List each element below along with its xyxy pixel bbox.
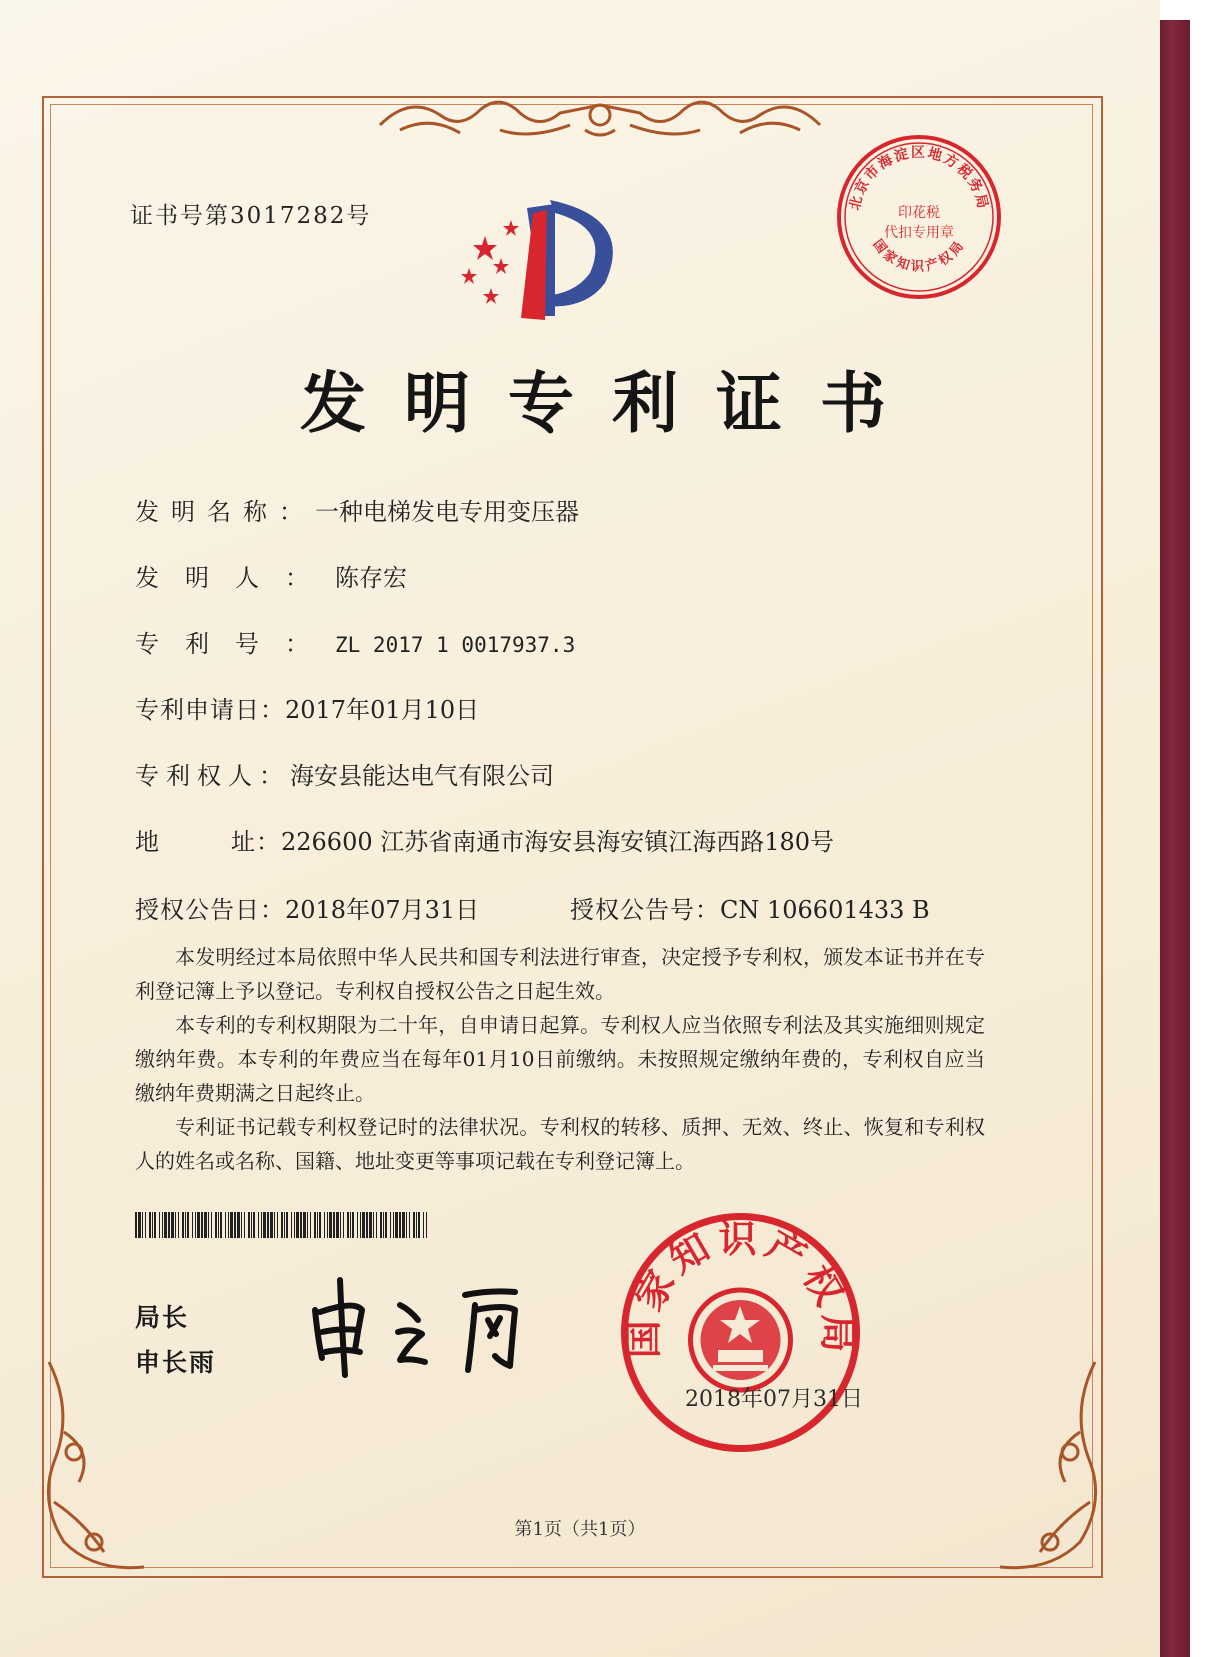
barcode-bar: [195, 1212, 196, 1238]
barcode-bar: [357, 1212, 358, 1238]
barcode-bar: [215, 1212, 217, 1238]
body-paragraph-3: 专利证书记载专利权登记时的法律状况。专利权的转移、质押、无效、终止、恢复和专利权人的姓名或名称、国籍、地址变更等事项记载在专利登记簿上。: [135, 1115, 985, 1173]
barcode-bar: [314, 1212, 316, 1238]
grant-date-label: 授权公告日：: [135, 896, 285, 924]
barcode-bar: [258, 1212, 259, 1238]
invention-name-value: 一种电梯发电专用变压器: [315, 498, 579, 526]
barcode-bar: [423, 1212, 424, 1238]
barcode-bar: [208, 1212, 209, 1238]
barcode-bar: [281, 1212, 283, 1238]
barcode: [135, 1212, 430, 1238]
barcode-bar: [383, 1212, 384, 1238]
barcode-bar: [393, 1212, 394, 1238]
barcode-bar: [395, 1212, 398, 1238]
barcode-bar: [171, 1212, 174, 1238]
barcode-bar: [340, 1212, 341, 1238]
patentee-value: 海安县能达电气有限公司: [290, 762, 554, 790]
field-inventor: [135, 558, 407, 593]
body-paragraph-2: 本专利的专利权期限为二十年，自申请日起算。专利权人应当依照专利法及其实施细则规定缴纳年费。本专利的年费应当在每年01月10日前缴纳。未按照规定缴纳年费的，专利权自应当缴纳年费期满之日起终止。: [135, 1013, 985, 1105]
barcode-bar: [142, 1212, 143, 1238]
barcode-bar: [286, 1212, 288, 1238]
barcode-bar: [376, 1212, 377, 1238]
barcode-bar: [220, 1212, 222, 1238]
barcode-bar: [360, 1212, 361, 1238]
barcode-bar: [327, 1212, 328, 1238]
official-seal-text: 国家知识产权局: [620, 1216, 861, 1359]
barcode-bar: [284, 1212, 285, 1238]
barcode-bar: [413, 1212, 415, 1238]
field-grant-number: [570, 890, 930, 925]
barcode-bar: [329, 1212, 332, 1238]
barcode-bar: [291, 1212, 292, 1238]
barcode-bar: [380, 1212, 382, 1238]
barcode-bar: [300, 1212, 302, 1238]
field-patent-number: [135, 624, 575, 659]
barcode-bar: [310, 1212, 311, 1238]
barcode-bar: [296, 1212, 299, 1238]
barcode-bar: [225, 1212, 226, 1238]
corner-ornament-bottom-left: [34, 1352, 154, 1582]
barcode-bar: [343, 1212, 344, 1238]
barcode-bar: [168, 1212, 170, 1238]
barcode-bar: [187, 1212, 189, 1238]
barcode-bar: [244, 1212, 245, 1238]
barcode-bar: [277, 1212, 278, 1238]
barcode-bar: [373, 1212, 374, 1238]
barcode-bar: [251, 1212, 252, 1238]
barcode-bar: [369, 1212, 372, 1238]
certificate-number: 证书号第3017282号: [130, 203, 372, 229]
barcode-bar: [333, 1212, 335, 1238]
barcode-bar: [192, 1212, 193, 1238]
barcode-bar: [362, 1212, 365, 1238]
barcode-bar: [162, 1212, 163, 1238]
address-label-2: 址：: [231, 828, 281, 856]
barcode-bar: [138, 1212, 141, 1238]
barcode-bar: [409, 1212, 410, 1238]
barcode-bar: [418, 1212, 420, 1238]
address-value: 226600 江苏省南通市海安县海安镇江海西路180号: [281, 828, 835, 856]
field-invention-name: [135, 492, 579, 527]
barcode-bar: [149, 1212, 151, 1238]
barcode-bar: [402, 1212, 405, 1238]
tax-seal-center-line-1: 印花税: [898, 205, 940, 221]
inventor-label: 发明人：: [135, 564, 335, 592]
barcode-bar: [294, 1212, 295, 1238]
filing-date-label: 专利申请日：: [135, 696, 285, 724]
patentee-label: 专利权人：: [135, 762, 290, 790]
barcode-bar: [145, 1212, 146, 1238]
page-footer: 第1页（共1页）: [514, 1519, 646, 1540]
corner-ornament-bottom-right: [990, 1352, 1110, 1582]
certificate-title: 发明专利证书: [300, 364, 924, 442]
grant-no-value: CN 106601433 B: [720, 896, 930, 924]
field-patentee: [135, 756, 554, 791]
barcode-bar: [350, 1212, 351, 1238]
barcode-bar: [366, 1212, 368, 1238]
patent-no-value: ZL 2017 1 0017937.3: [335, 633, 576, 657]
barcode-bar: [274, 1212, 275, 1238]
barcode-bar: [416, 1212, 417, 1238]
barcode-bar: [218, 1212, 219, 1238]
barcode-bar: [426, 1212, 427, 1238]
barcode-bar: [197, 1212, 200, 1238]
inventor-value: 陈存宏: [335, 564, 407, 592]
seal-date: 2018年07月31日: [685, 1387, 863, 1412]
barcode-bar: [261, 1212, 262, 1238]
barcode-bar: [263, 1212, 266, 1238]
barcode-bar: [303, 1212, 306, 1238]
barcode-bar: [347, 1212, 349, 1238]
barcode-bar: [201, 1212, 203, 1238]
filing-date-value: 2017年01月10日: [285, 696, 480, 724]
barcode-bar: [178, 1212, 179, 1238]
barcode-bar: [159, 1212, 160, 1238]
barcode-bar: [253, 1212, 255, 1238]
field-filing-date: [135, 690, 479, 725]
address-label-1: 地: [135, 828, 160, 856]
field-address: [135, 822, 834, 857]
barcode-bar: [204, 1212, 207, 1238]
svg-text:国家知识产权局: [869, 236, 968, 274]
barcode-bar: [135, 1212, 137, 1238]
barcode-bar: [324, 1212, 325, 1238]
grant-no-label: 授权公告号：: [570, 896, 720, 924]
barcode-bar: [211, 1212, 212, 1238]
barcode-bar: [317, 1212, 318, 1238]
tax-seal-ring-text: 北京市海淀区地方税务局: [847, 145, 991, 212]
barcode-bar: [390, 1212, 391, 1238]
tax-seal-center-line-2: 代扣专用章: [884, 225, 954, 241]
barcode-bar: [175, 1212, 176, 1238]
tax-seal-bottom-text: 国家知识产权局: [869, 236, 969, 275]
barcode-bar: [307, 1212, 308, 1238]
barcode-bar: [352, 1212, 354, 1238]
invention-name-label: 发明名称：: [135, 498, 315, 526]
binding-edge: [1160, 20, 1190, 1657]
national-emblem: [691, 1290, 791, 1390]
barcode-bar: [237, 1212, 240, 1238]
barcode-bar: [154, 1212, 156, 1238]
barcode-bar: [228, 1212, 229, 1238]
body-paragraph-1: 本发明经过本局依照中华人民共和国专利法进行审查，决定授予专利权，颁发本证书并在专利登记簿上予以登记。专利权自授权公告之日起生效。: [135, 945, 985, 1003]
patent-office-logo: [455, 198, 625, 323]
tax-stamp-seal: [835, 133, 1003, 301]
barcode-bar: [336, 1212, 339, 1238]
barcode-bar: [182, 1212, 184, 1238]
barcode-bar: [152, 1212, 153, 1238]
top-ornament: [370, 85, 830, 145]
signatory-name: 申长雨: [135, 1348, 217, 1377]
barcode-bar: [248, 1212, 250, 1238]
grant-date-value: 2018年07月31日: [285, 896, 480, 924]
official-seal: [618, 1210, 863, 1455]
handwritten-signature: [300, 1270, 560, 1380]
barcode-bar: [270, 1212, 273, 1238]
patent-no-label: 专利号：: [135, 630, 335, 658]
barcode-bar: [230, 1212, 233, 1238]
barcode-bar: [406, 1212, 407, 1238]
barcode-bar: [164, 1212, 167, 1238]
barcode-bar: [385, 1212, 387, 1238]
barcode-bar: [319, 1212, 321, 1238]
field-grant-date: [135, 890, 479, 925]
barcode-bar: [241, 1212, 242, 1238]
barcode-bar: [399, 1212, 401, 1238]
barcode-bar: [185, 1212, 186, 1238]
signatory-title: 局长: [135, 1303, 190, 1332]
barcode-bar: [267, 1212, 269, 1238]
barcode-bar: [234, 1212, 236, 1238]
certificate-body: [135, 940, 985, 1178]
